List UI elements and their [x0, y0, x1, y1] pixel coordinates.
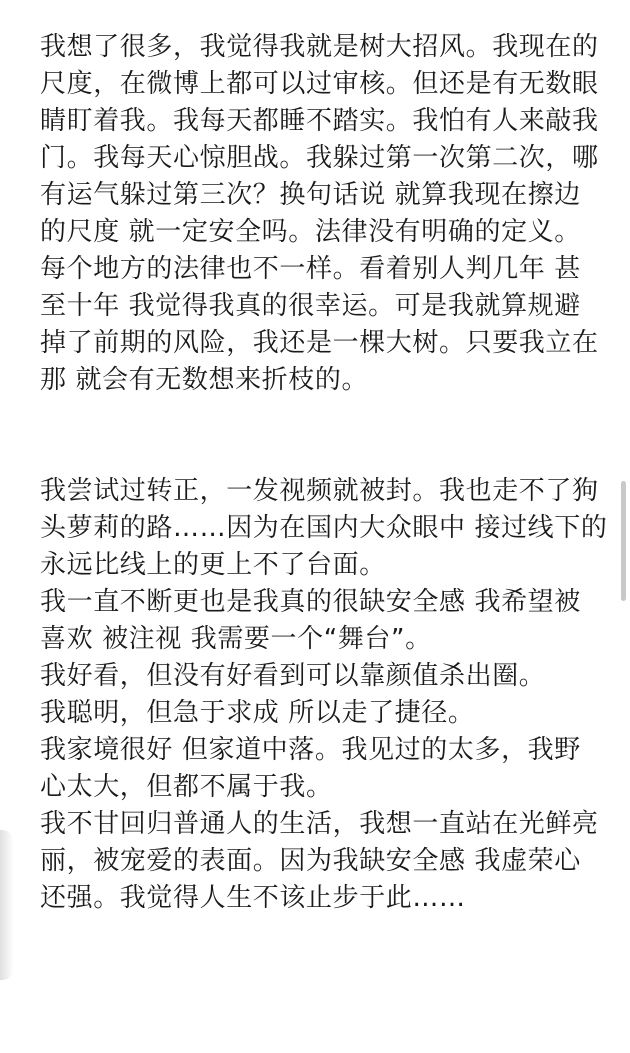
- text-line: 的尺度 就一定安全吗。法律没有明确的定义。: [40, 217, 581, 247]
- text-line: 我尝试过转正，一发视频就被封。我也走不了狗: [40, 476, 599, 506]
- scrollbar[interactable]: [621, 0, 626, 1053]
- text-line: 我想了很多，我觉得我就是树大招风。我现在的: [40, 32, 599, 62]
- text-line: 永远比线上的更上不了台面。: [40, 550, 386, 580]
- text-line: 那 就会有无数想来折枝的。: [40, 365, 369, 395]
- edge-handle: [0, 830, 14, 980]
- text-line: 头萝莉的路……因为在国内大众眼中 接过线下的: [40, 513, 608, 543]
- text-line: 掉了前期的风险，我还是一棵大树。只要我立在: [40, 328, 599, 358]
- text-line: 至十年 我觉得我真的很幸运。可是我就算规避: [40, 291, 581, 321]
- post-body: [40, 29, 608, 917]
- text-line: 每个地方的法律也不一样。看着别人判几年 甚: [40, 254, 581, 284]
- text-line: 还强。我觉得人生不该止步于此……: [40, 883, 466, 913]
- text-line: 喜欢 被注视 我需要一个“舞台”。: [40, 624, 432, 654]
- text-line: 心太大，但都不属于我。: [40, 772, 333, 802]
- text-line: 我聪明，但急于求成 所以走了捷径。: [40, 698, 475, 728]
- text-line: 我不甘回归普通人的生活，我想一直站在光鲜亮: [40, 809, 599, 839]
- scrollbar-thumb[interactable]: [621, 481, 626, 601]
- text-line: 我家境很好 但家道中落。我见过的太多，我野: [40, 735, 581, 765]
- text-line: 门。我每天心惊胆战。我躲过第一次第二次，哪: [40, 143, 599, 173]
- paragraph-spacer: [40, 399, 600, 473]
- paragraph-1: [40, 29, 600, 399]
- text-line: 我好看，但没有好看到可以靠颜值杀出圈。: [40, 661, 546, 691]
- text-line: 有运气躲过第三次？换句话说 就算我现在擦边: [40, 180, 581, 210]
- paragraph-2: [40, 473, 608, 917]
- text-line: 尺度，在微博上都可以过审核。但还是有无数眼: [40, 69, 599, 99]
- text-line: 丽，被宠爱的表面。因为我缺安全感 我虚荣心: [40, 846, 581, 876]
- text-line: 睛盯着我。我每天都睡不踏实。我怕有人来敲我: [40, 106, 599, 136]
- text-line: 我一直不断更也是我真的很缺安全感 我希望被: [40, 587, 581, 617]
